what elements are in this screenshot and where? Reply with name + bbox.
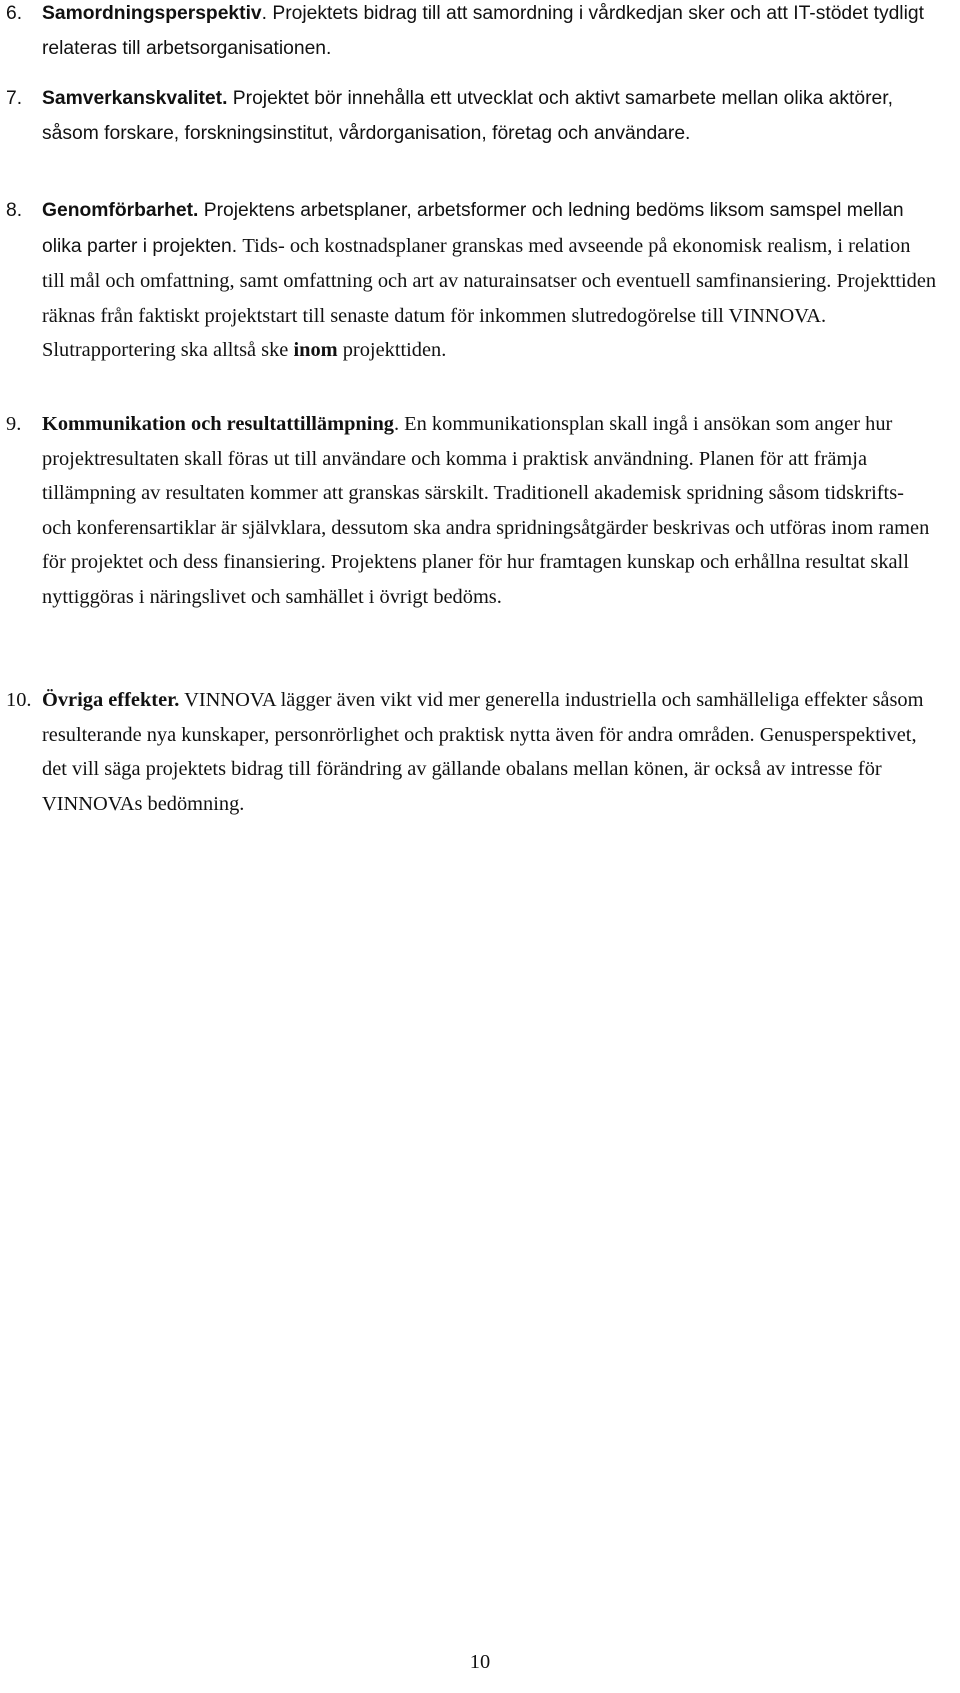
item-body-text: Projektens arbetsplaner, arbetsformer och ledning bedöms liksom samspel mellan olika parter i projekten. [42, 200, 904, 257]
item-number: 6. [6, 3, 23, 24]
item-body-text: . En kommunikationsplan skall ingå i ansökan som anger hur projektresultaten skall föras ut till användare och komma i praktisk användning. Planen för att främja tillämpning av resultaten kommer att granskas särskilt. Traditionell akademisk spridning såsom tidskrifts- och konferensartiklar är självklara, dessutom ska andra spridningsåtgärder beskrivas och utföras inom ramen för projektet och dess finansiering. Projektens planer för hur framtagen kunskap och erhållna resultat skall nyttiggöras i näringslivet och samhället i övrigt bedöms. [42, 413, 930, 608]
item-heading: Samverkanskvalitet. [42, 88, 228, 109]
list-item-9 [0, 407, 940, 614]
item-text [42, 407, 937, 614]
item-body-text: Projektet bör innehålla ett utvecklat och aktivt samarbete mellan olika aktörer, såsom forskare, forskningsinstitut, vårdorganisation, företag och användare. [42, 88, 893, 144]
item-text [42, 0, 937, 66]
item-body-text-2: Tids- och kostnadsplaner granskas med avseende på ekonomisk realism, i relation till mål och omfattning, samt omfattning och art av naturainsatser och eventuell samfinansiering. [42, 234, 911, 292]
item-body-text-3: Projekttiden räknas från faktiskt projektstart till senaste datum för inkommen slutredogörelse till VINNOVA. Slutrapportering ska alltså ske [42, 270, 937, 361]
item-text [42, 683, 937, 821]
list-item-6 [0, 0, 940, 66]
item-body-text-4: projekttiden. [337, 339, 447, 361]
item-heading: Övriga effekter. [42, 689, 180, 711]
item-body-text: VINNOVA lägger även vikt vid mer generella industriella och samhälleliga effekter såsom resulterande nya kunskaper, personrörlighet och praktisk nytta även för andra områden. Genusperspektivet, det vill säga projektets bidrag till förändring av gällande obalans mellan könen, är också av intresse för VINNOVAs bedömning. [42, 689, 924, 815]
item-text [42, 194, 937, 368]
item-number: 8. [6, 200, 23, 221]
item-number: 10. [6, 689, 32, 711]
item-heading: Genomförbarhet. [42, 200, 199, 221]
item-body-text: . Projektets bidrag till att samordning i vårdkedjan sker och att IT-stödet tydligt relateras till arbetsorganisationen. [42, 3, 924, 59]
item-number: 7. [6, 88, 23, 109]
page-number: 10 [469, 1651, 491, 1673]
item-number: 9. [6, 413, 22, 435]
list-item-10 [0, 683, 940, 821]
item-heading: Samordningsperspektiv [42, 3, 262, 24]
item-heading: Kommunikation och resultattillämpning [42, 413, 394, 435]
list-item-8 [0, 194, 940, 368]
list-item-7 [0, 82, 940, 151]
item-text [42, 82, 937, 151]
item-emphasis: inom [293, 339, 338, 361]
